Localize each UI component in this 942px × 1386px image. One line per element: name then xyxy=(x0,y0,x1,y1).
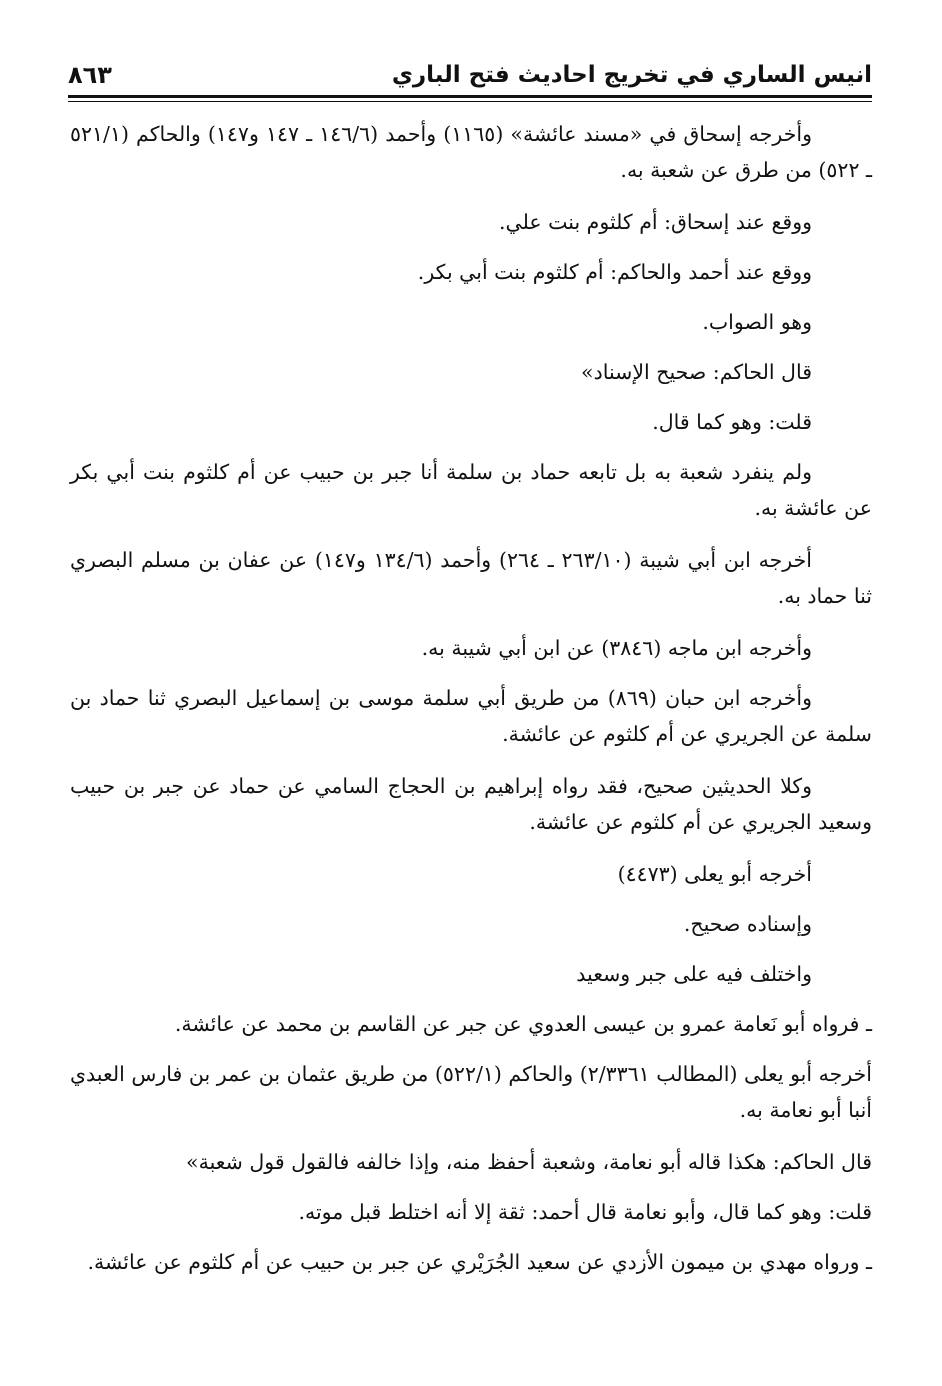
paragraph-15: ـ فرواه أبو نَعامة عمرو بن عيسى العدوي عن جبر عن القاسم بن محمد عن عائشة. xyxy=(174,1012,872,1036)
paragraph-18: قلت: وهو كما قال، وأبو نعامة قال أحمد: ثقة إلا أنه اختلط قبل موته. xyxy=(298,1200,872,1224)
paragraph-19: ـ ورواه مهدي بن ميمون الأزدي عن سعيد الجُرَيْري عن جبر بن حبيب عن أم كلثوم عن عائشة. xyxy=(87,1250,872,1274)
body-text xyxy=(70,116,872,1296)
paragraph-10: وأخرجه ابن حبان (٨٦٩) من طريق أبي سلمة موسى بن إسماعيل البصري ثنا حماد بن سلمة عن الجريري عن أم كلثوم عن عائشة. xyxy=(70,686,872,746)
paragraph-12: أخرجه أبو يعلى (٤٤٧٣) xyxy=(617,862,812,886)
paragraph-1: وأخرجه إسحاق في «مسند عائشة» (١١٦٥) وأحمد (١٤٦/٦ ـ ١٤٧ و١٤٧) والحاكم (٥٢١/١ ـ ٥٢٢) من طرق عن شعبة به. xyxy=(70,122,872,182)
paragraph-2: ووقع عند إسحاق: أم كلثوم بنت علي. xyxy=(499,210,812,234)
paragraph-14: واختلف فيه على جبر وسعيد xyxy=(576,962,812,986)
paragraph-7: ولم ينفرد شعبة به بل تابعه حماد بن سلمة أنا جبر بن حبيب عن أم كلثوم بنت أبي بكر عن عائشة به. xyxy=(70,460,872,520)
paragraph-3: ووقع عند أحمد والحاكم: أم كلثوم بنت أبي بكر. xyxy=(417,260,812,284)
header-rule-thin xyxy=(68,101,872,102)
paragraph-5: قال الحاكم: صحيح الإسناد» xyxy=(581,360,812,384)
paragraph-4: وهو الصواب. xyxy=(702,310,812,334)
running-title: انيس الساري في تخريج احاديث فتح الباري xyxy=(391,62,872,88)
paragraph-13: وإسناده صحيح. xyxy=(683,912,812,936)
paragraph-16: أخرجه أبو يعلى (المطالب ٢/٣٣٦١) والحاكم (٥٢٢/١) من طريق عثمان بن عمر بن فارس العبدي أنبا أبو نعامة به. xyxy=(70,1062,872,1122)
header-rule xyxy=(68,95,872,98)
paragraph-11: وكلا الحديثين صحيح، فقد رواه إبراهيم بن الحجاج السامي عن حماد عن جبر بن حبيب وسعيد الجريري عن أم كلثوم عن عائشة. xyxy=(70,774,872,834)
paragraph-8: أخرجه ابن أبي شيبة (٢٦٣/١٠ ـ ٢٦٤) وأحمد (١٣٤/٦ و١٤٧) عن عفان بن مسلم البصري ثنا حماد به. xyxy=(70,548,872,608)
page-header xyxy=(68,58,872,96)
paragraph-6: قلت: وهو كما قال. xyxy=(652,410,812,434)
paragraph-17: قال الحاكم: هكذا قاله أبو نعامة، وشعبة أحفظ منه، وإذا خالفه فالقول قول شعبة» xyxy=(186,1150,872,1174)
page-number: ٨٦٣ xyxy=(68,61,112,89)
paragraph-9: وأخرجه ابن ماجه (٣٨٤٦) عن ابن أبي شيبة به. xyxy=(421,636,812,660)
